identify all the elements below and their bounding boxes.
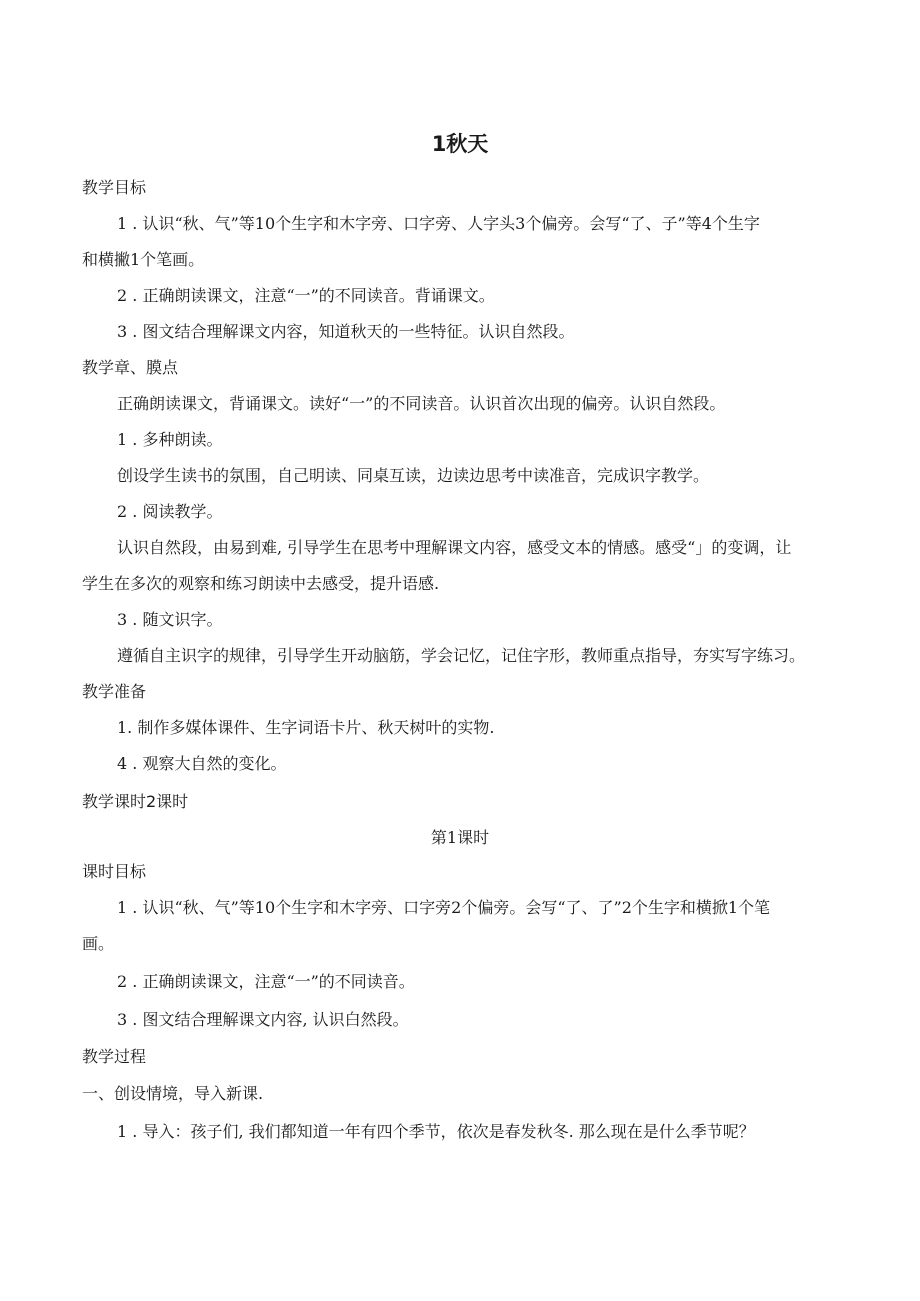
objective-1-line-2: 和横撇1个笔画。 xyxy=(82,250,205,269)
lesson-objective-1-line-2: 画。 xyxy=(82,934,115,953)
method-3-text: 遵循自主识字的规律，引导学生开动脑筋，学会记忆，记住字形，教师重点指导，夯实写字练习。 xyxy=(117,646,806,665)
objective-3: 3 . 图文结合理解课文内容，知道秋天的一些特征。认识自然段。 xyxy=(117,322,575,341)
process-step-1: 一、创设情境，导入新课. xyxy=(82,1084,264,1103)
heading-preparation: 教学准备 xyxy=(82,682,147,701)
method-1: 1 . 多种朗读。 xyxy=(117,430,223,449)
method-1-text: 创设学生读书的氛围，自己明读、同桌互读，边读边思考中读准音，完成识字教学。 xyxy=(117,466,710,485)
lesson-objective-2: 2 . 正确朗读课文，注意“一”的不同读音。 xyxy=(117,972,415,991)
preparation-1: 1. 制作多媒体课件、生字词语卡片、秋天树叶的实物. xyxy=(117,718,495,737)
lesson-objective-3: 3 . 图文结合理解课文内容, 认识白然段。 xyxy=(117,1010,409,1029)
method-2-text-line-2: 学生在多次的观察和练习朗读中去感受，提升语感. xyxy=(82,574,440,593)
objective-1-line-1: 1 . 认识“秋、气”等10个生字和木字旁、口字旁、人字头3个偏旁。会写“了、子”等4个生字 xyxy=(117,214,760,233)
objective-2: 2 . 正确朗读课文，注意“一”的不同读音。背诵课文。 xyxy=(117,286,495,305)
preparation-2: 4 . 观察大自然的变化。 xyxy=(117,754,287,773)
heading-lesson-objectives: 课时目标 xyxy=(82,862,147,881)
heading-teaching-objectives: 教学目标 xyxy=(82,178,147,197)
heading-teaching-process: 教学过程 xyxy=(82,1047,147,1066)
heading-class-hours: 教学课时2课时 xyxy=(82,792,189,811)
heading-key-points: 教学章、膜点 xyxy=(82,358,179,377)
method-2: 2 . 阅读教学。 xyxy=(117,502,223,521)
document-title: 1秋天 xyxy=(431,132,489,156)
method-2-text-line-1: 认识自然段，由易到难, 引导学生在思考中理解课文内容，感受文本的情感。感受“」的变调，让 xyxy=(117,538,792,557)
method-3: 3 . 随文识字。 xyxy=(117,610,223,629)
lesson-1-title: 第1课时 xyxy=(430,828,490,847)
process-step-1-1: 1 . 导入：孩子们, 我们都知道一年有四个季节，依次是春发秋冬. 那么现在是什么季节呢？ xyxy=(117,1122,755,1141)
lesson-objective-1-line-1: 1 . 认识“秋、气”等10个生字和木字旁、口字旁2个偏旁。会写“了、了”2个生字和横掀1个笔 xyxy=(117,898,771,917)
key-points-text: 正确朗读课文，背诵课文。读好“一”的不同读音。认识首次出现的偏旁。认识自然段。 xyxy=(117,394,726,413)
